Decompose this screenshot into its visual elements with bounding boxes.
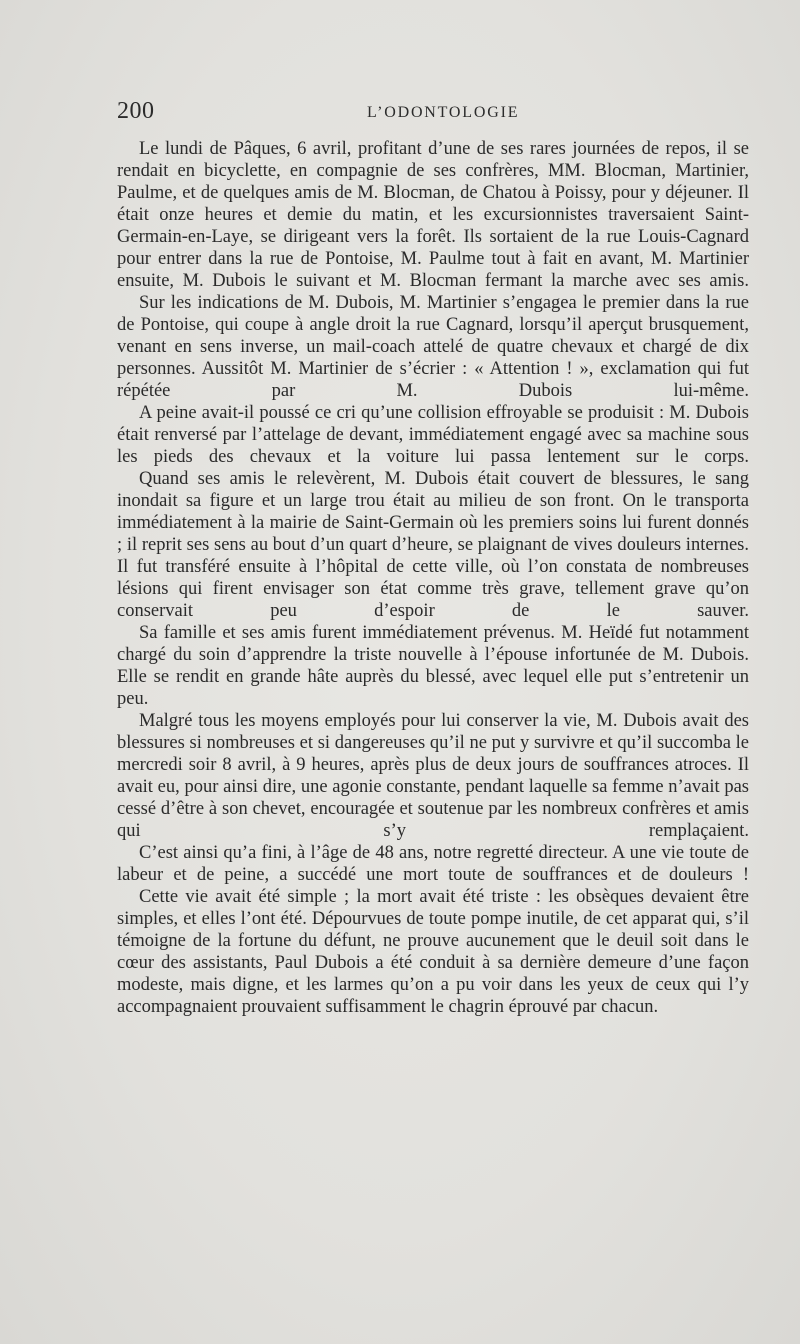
paragraph: Malgré tous les moyens employés pour lui conserver la vie, M. Dubois avait des blessures si nombreuses et si dangereuses qu’il ne put y survivre et qu’il succomba le mercredi soir 8 avril, à 9 heures, après plus de deux jours de souffrances atroces. Il avait eu, pour ainsi dire, une agonie constante, pendant laquelle sa femme n’avait pas cessé d’être à son chevet, encouragée et soutenue par les nombreux confrères et amis qui s’y remplaçaient. xyxy=(117,711,749,841)
paragraph: Quand ses amis le relevèrent, M. Dubois était couvert de blessures, le sang inondait sa figure et un large trou était au milieu de son front. On le transporta immédiatement à la mairie de Saint-Germain où les premiers soins lui furent donnés ; il reprit ses sens au bout d’un quart d’heure, se plaignant de vives douleurs internes. Il fut transféré ensuite à l’hôpital de cette ville, où l’on constata de nombreuses lésions qui firent envisager son état comme très grave, tellement grave qu’on conservait peu d’espoir de le sauver. xyxy=(117,469,749,621)
paragraph: A peine avait-il poussé ce cri qu’une collision effroyable se produisit : M. Dubois était renversé par l’attelage de devant, immédiatement engagé avec sa machine sous les pieds des chevaux et la voiture lui passa lentement sur le corps. xyxy=(117,403,749,467)
page-number: 200 xyxy=(117,98,155,124)
paragraph: Le lundi de Pâques, 6 avril, profitant d’une de ses rares journées de repos, il se rendait en bicyclette, en compagnie de ses confrères, MM. Blocman, Martinier, Paulme, et de quelques amis de M. Blocman, de Chatou à Poissy, pour y déjeuner. Il était onze heures et demie du matin, et les excursionnistes traversaient Saint-Germain-en-Laye, se dirigeant vers la forêt. Ils sortaient de la rue Louis-Cagnard pour entrer dans la rue de Pontoise, M. Paulme tout à fait en avant, M. Martinier ensuite, M. Dubois le suivant et M. Blocman fermant la marche avec ses amis. xyxy=(117,139,749,291)
paragraph: Sur les indications de M. Dubois, M. Martinier s’engagea le premier dans la rue de Pontoise, qui coupe à angle droit la rue Cagnard, lorsqu’il aperçut brusquement, venant en sens inverse, un mail-coach attelé de quatre chevaux et chargé de dix personnes. Aussitôt M. Martinier de s’écrier : « Attention ! », exclamation qui fut répétée par M. Dubois lui-même. xyxy=(117,293,749,401)
paragraph: Sa famille et ses amis furent immédiatement prévenus. M. Heïdé fut notamment chargé du soin d’apprendre la triste nouvelle à l’épouse infortunée de M. Dubois. Elle se rendit en grande hâte auprès du blessé, avec lequel elle put s’entretenir un peu. xyxy=(117,623,749,709)
running-header xyxy=(117,98,749,128)
article-body xyxy=(117,138,749,1018)
paragraph: Cette vie avait été simple ; la mort avait été triste : les obsèques devaient être simples, et elles l’ont été. Dépourvues de toute pompe inutile, de cet apparat qui, s’il témoigne de la fortune du défunt, ne prouve aucunement que le deuil soit dans le cœur des assistants, Paul Dubois a été conduit à sa dernière demeure d’une façon modeste, mais digne, et les larmes qu’on a pu voir dans les yeux de ceux qui l’y accompagnaient prouvaient suffisamment le chagrin éprouvé par chacun. xyxy=(117,887,749,1017)
journal-title: L’ODONTOLOGIE xyxy=(367,104,520,121)
paragraph: C’est ainsi qu’a fini, à l’âge de 48 ans, notre regretté directeur. A une vie toute de labeur et de peine, a succédé une mort toute de souffrances et de douleurs ! xyxy=(117,843,749,885)
